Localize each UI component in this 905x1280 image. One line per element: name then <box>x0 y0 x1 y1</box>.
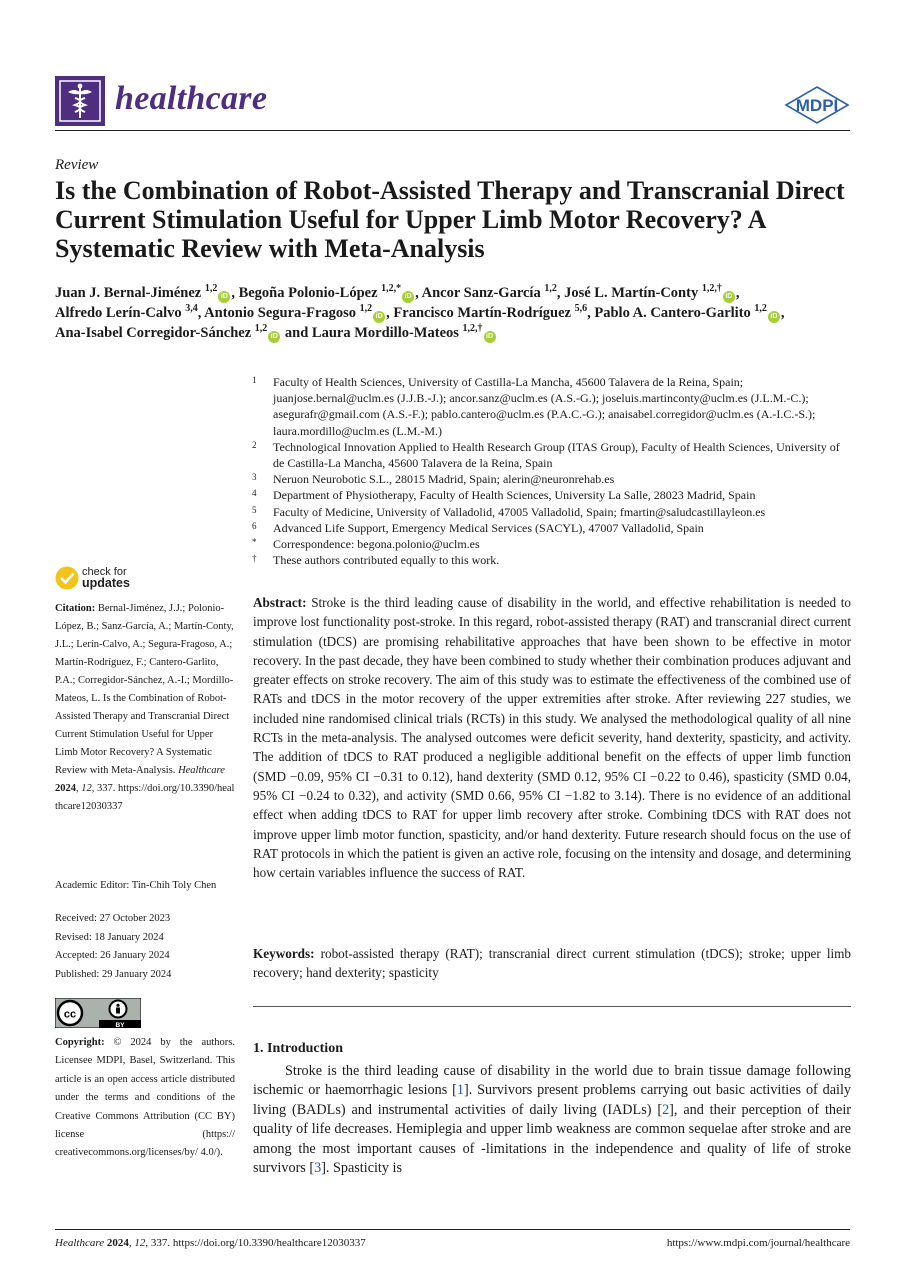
introduction-text: ]. Spasticity is <box>321 1160 402 1177</box>
orcid-icon[interactable]: iD <box>723 291 735 303</box>
affiliation-mark: 4 <box>252 488 257 499</box>
affiliation-item <box>252 487 852 503</box>
author-affiliation-marks: 1,2,* <box>381 283 402 295</box>
affiliation-text: Advanced Life Support, Emergency Medical Services (SACYL), 47007 Valladolid, Spain <box>273 520 704 535</box>
journal-logo <box>55 76 105 126</box>
author-separator: , <box>231 285 239 301</box>
author-name: Alfredo Lerín-Calvo <box>55 305 182 321</box>
article-title: Is the Combination of Robot-Assisted Therapy and Transcranial Direct Current Stimulation Useful for Upper Limb Motor Recovery? A Systematic Review with Meta-Analysis <box>55 176 845 263</box>
affiliation-item <box>252 504 852 520</box>
author-affiliation-marks: 1,2 <box>359 303 373 315</box>
author-affiliation-marks: 1,2 <box>254 323 268 335</box>
affiliation-text: Correspondence: begona.polonio@uclm.es <box>273 537 480 552</box>
affiliation-item <box>252 552 852 568</box>
affiliation-mark: 5 <box>252 504 257 515</box>
section-divider <box>253 1006 851 1007</box>
affiliation-text: Faculty of Medicine, University of Valladolid, 47005 Valladolid, Spain; fmartin@saludcastillayleon.es <box>273 504 766 519</box>
keywords <box>253 944 851 983</box>
orcid-icon[interactable]: iD <box>268 331 280 343</box>
keywords-label: Keywords: <box>253 946 315 961</box>
copyright-label: Copyright: <box>55 1037 105 1048</box>
introduction-text: ]. Survivors present problems carrying out basic activities of daily living (BADLs) and instrumental activities of daily living (IADLs) [ <box>253 1082 852 1118</box>
author-separator: , <box>780 305 785 321</box>
mdpi-icon <box>784 85 850 125</box>
author-name: José L. Martín-Conty <box>564 285 699 301</box>
orcid-icon[interactable]: iD <box>218 291 230 303</box>
orcid-icon[interactable]: iD <box>402 291 414 303</box>
academic-editor: Academic Editor: Tin-Chih Toly Chen <box>55 880 217 891</box>
author-affiliation-marks: 5,6 <box>574 303 588 315</box>
affiliation-text: These authors contributed equally to this work. <box>273 553 500 568</box>
keywords-text: robot-assisted therapy (RAT); transcranial direct current stimulation (tDCS); stroke; upper limb recovery; hand dexterity; spasticity <box>253 946 852 981</box>
reference-link[interactable]: 2 <box>662 1101 670 1118</box>
author-name: Laura Mordillo-Mateos <box>311 325 459 341</box>
reference-link[interactable]: 3 <box>314 1160 322 1177</box>
introduction-text: ], and their perception of their quality of life decreases. Hemiplegia and upper limb weakness are common sequelae after stroke and are among the most important causes of -limitations in the independence and quality of life of stroke survivors [ <box>253 1101 851 1177</box>
check-for-updates-badge[interactable] <box>55 566 130 590</box>
article-type: Review <box>55 157 99 173</box>
affiliation-item <box>252 374 852 439</box>
copyright-block <box>55 1034 235 1163</box>
affiliation-mark: * <box>252 537 257 548</box>
affiliation-item <box>252 471 852 487</box>
publication-date: Accepted: 26 January 2024 <box>55 950 170 961</box>
publication-date: Published: 29 January 2024 <box>55 968 172 980</box>
copyright-text: © 2024 by the authors. Licensee MDPI, Basel, Switzerland. This article is an open access article distributed under the terms and conditions of the Creative Commons Attribution (CC BY) license (https:// creativecommons.org/licenses/by/ 4.0/). <box>55 1037 236 1159</box>
author-list <box>55 283 860 343</box>
affiliation-list <box>252 374 852 568</box>
creative-commons-icon <box>55 998 141 1028</box>
check-updates-line1: check for <box>82 566 127 578</box>
affiliation-item <box>252 536 852 552</box>
footer-journal: Healthcare <box>55 1237 105 1249</box>
publication-date: Revised: 18 January 2024 <box>55 931 164 943</box>
introduction-paragraph <box>253 1062 851 1178</box>
affiliation-mark: 1 <box>252 375 257 385</box>
citation-volume: 12 <box>81 783 92 794</box>
svg-text:cc: cc <box>63 1008 77 1021</box>
citation-doi-link[interactable]: https://doi.org/10.3390/healthcare12030337 <box>55 783 235 812</box>
citation-year: 2024 <box>55 783 76 794</box>
caduceus-icon <box>55 76 105 126</box>
citation-label: Citation: <box>55 603 96 614</box>
author-separator: , <box>415 285 422 301</box>
check-updates-line2: updates <box>82 576 130 590</box>
header-divider <box>55 130 850 131</box>
author-name: Ana-Isabel Corregidor-Sánchez <box>55 325 252 341</box>
affiliation-text: Technological Innovation Applied to Health Research Group (ITAS Group), Faculty of Health Sciences, University of de Castilla-La Mancha, 45600 Talavera de la Reina, Spain <box>273 439 840 471</box>
reference-link[interactable]: 1 <box>456 1082 464 1099</box>
author-affiliation-marks: 1,2,† <box>462 323 483 335</box>
abstract-text: Stroke is the third leading cause of disability in the world, and effective rehabilitation is needed to improve lost functionality post-stroke. In this regard, robot-assisted therapy (RAT) and transcranial direct current stimulation (tDCS) are promising rehabilitative approaches that have been shown to be effective in motor recovery. In the past decade, they have been combined to study whether their combination produces adjuvant and greater effects on stroke recovery. The aim of this study was to estimate the effectiveness of the combined use of RATs and tDCS in the motor recovery of the upper extremities after stroke. After reviewing 227 studies, we included nine randomised clinical trials (RCTs) in this study. We analysed the methodological quality of all nine RCTs in the meta-analysis. The analysed outcomes were deficit severity, hand dexterity, spasticity, and activity. The addition of tDCS to RAT produced a negligible additional benefit on the effects of upper limb function (SMD −0.09, 95% CI −0.31 to 0.12), hand dexterity (SMD 0.12, 95% CI −0.22 to 0.46), spasticity (SMD 0.04, 95% CI −0.24 to 0.32), and activity (SMD 0.66, 95% CI −1.82 to 3.14). There is no evidence of an additional effect when adding tDCS to RAT for upper limb recovery after stroke. Combining tDCS with RAT does not improve upper limb motor function, spasticity, and/or hand dexterity. Future research should focus on the use of RAT protocols in which the patient is given an active role, focusing on the intensity and dosage, and determining how certain variables influence the success of RAT. <box>253 595 851 881</box>
affiliation-item <box>252 439 852 471</box>
citation-pages: , 337. <box>91 783 116 794</box>
author-name: Antonio Segura-Fragoso <box>204 305 357 321</box>
citation-block: Citation: Bernal-Jiménez, J.J.; Polonio-López, B.; Sanz-García, A.; Martín-Conty, J.L.; Lerín-Calvo, A.; Segura-Fragoso, A.; Martín-Rodríguez, F.; Cantero-Garlito, P.A.; Corregidor-Sánchez, A.-I.; Mordillo-Mateos, L. Is the Combination of Robot-Assisted Therapy and Transcranial Direct Current Stimulation Useful for Upper Limb Motor Recovery? A Systematic Review with Meta-Analysis. Healthcare 2024, 12, 337. https://doi.org/10.3390/healthcare12030337 <box>55 603 235 812</box>
author-name: Pablo A. Cantero-Garlito <box>594 305 751 321</box>
author-separator: , <box>386 305 394 321</box>
footer-journal-url[interactable]: https://www.mdpi.com/journal/healthcare <box>666 1237 850 1249</box>
affiliation-mark: † <box>252 553 257 564</box>
footer-doi[interactable]: , 337. https://doi.org/10.3390/healthcare12030337 <box>145 1237 366 1249</box>
footer-citation: Healthcare 2024, 12, 337. https://doi.org/10.3390/healthcare12030337 <box>55 1237 366 1249</box>
check-updates-icon <box>55 566 79 590</box>
author-separator: , <box>197 305 205 321</box>
author-name: Juan J. Bernal-Jiménez <box>55 285 202 301</box>
affiliation-mark: 6 <box>252 520 257 531</box>
orcid-icon[interactable]: iD <box>768 311 780 323</box>
footer-year: 2024 <box>106 1237 129 1249</box>
cc-by-label: BY <box>115 1022 125 1028</box>
affiliation-text: Neruon Neurobotic S.L., 28015 Madrid, Spain; alerin@neuronrehab.es <box>273 472 615 487</box>
publication-date: Received: 27 October 2023 <box>55 913 171 924</box>
footer-divider <box>55 1229 850 1230</box>
author-affiliation-marks: 1,2 <box>544 283 557 295</box>
abstract-label: Abstract: <box>253 595 307 610</box>
author-affiliation-marks: 1,2 <box>204 283 218 295</box>
author-name: Francisco Martín-Rodríguez <box>393 305 571 321</box>
cc-license-badge[interactable] <box>55 998 141 1028</box>
author-separator: , <box>587 305 595 321</box>
affiliation-text: Department of Physiotherapy, Faculty of Health Sciences, University La Salle, 28023 Madrid, Spain <box>273 488 756 503</box>
section-heading-introduction: 1. Introduction <box>253 1041 343 1056</box>
author-name: Begoña Polonio-López <box>238 285 378 301</box>
author-separator: , <box>556 285 565 301</box>
abstract <box>253 593 851 882</box>
introduction-text: Stroke is the third leading cause of disability in the world due to brain tissue damage following ischemic or haemorrhagic lesions [ <box>253 1063 851 1099</box>
affiliation-mark: 2 <box>252 439 257 450</box>
publication-dates <box>55 910 235 984</box>
orcid-icon[interactable]: iD <box>484 331 496 343</box>
author-affiliation-marks: 1,2,† <box>701 283 722 295</box>
author-separator: , <box>735 285 740 301</box>
orcid-icon[interactable]: iD <box>373 311 385 323</box>
mdpi-logo-text: MDPI <box>795 96 839 115</box>
journal-name: healthcare <box>115 80 268 117</box>
citation-text: Bernal-Jiménez, J.J.; Polonio-López, B.; Sanz-García, A.; Martín-Conty, J.L.; Lerín-Calvo, A.; Segura-Fragoso, A.; Martín-Rodríguez, F.; Cantero-Garlito, P.A.; Corregidor-Sánchez, A.-I.; Mordillo-Mateos, L. Is the Combination of Robot-Assisted Therapy and Transcranial Direct Current Stimulation Useful for Upper Limb Motor Recovery? A Systematic Review with Meta-Analysis. <box>55 603 234 776</box>
affiliation-text: Faculty of Health Sciences, University of Castilla-La Mancha, 45600 Talavera de la Reina, Spain; juanjose.bernal@uclm.es (J.J.B.-J.); ancor.sanz@uclm.es (A.S.-G.); joseluis.martinconty@uclm.es (J.L.M.-C.); asegurafr@gmail.com (A.S.-F.); pablo.cantero@uclm.es (P.A.C.-G.); anaisabel.corregidor@uclm.es (A.-I.C.-S.); laura.mordillo@uclm.es (L.M.-M.) <box>273 375 816 438</box>
author-separator: and <box>281 325 312 341</box>
mdpi-logo[interactable] <box>784 85 850 125</box>
author-affiliation-marks: 3,4 <box>185 303 198 315</box>
author-name: Ancor Sanz-García <box>421 285 541 301</box>
author-affiliation-marks: 1,2 <box>754 303 767 315</box>
affiliation-mark: 3 <box>252 472 257 483</box>
affiliation-item <box>252 520 852 536</box>
footer-volume: 12 <box>134 1237 146 1249</box>
citation-journal: Healthcare <box>178 765 225 776</box>
